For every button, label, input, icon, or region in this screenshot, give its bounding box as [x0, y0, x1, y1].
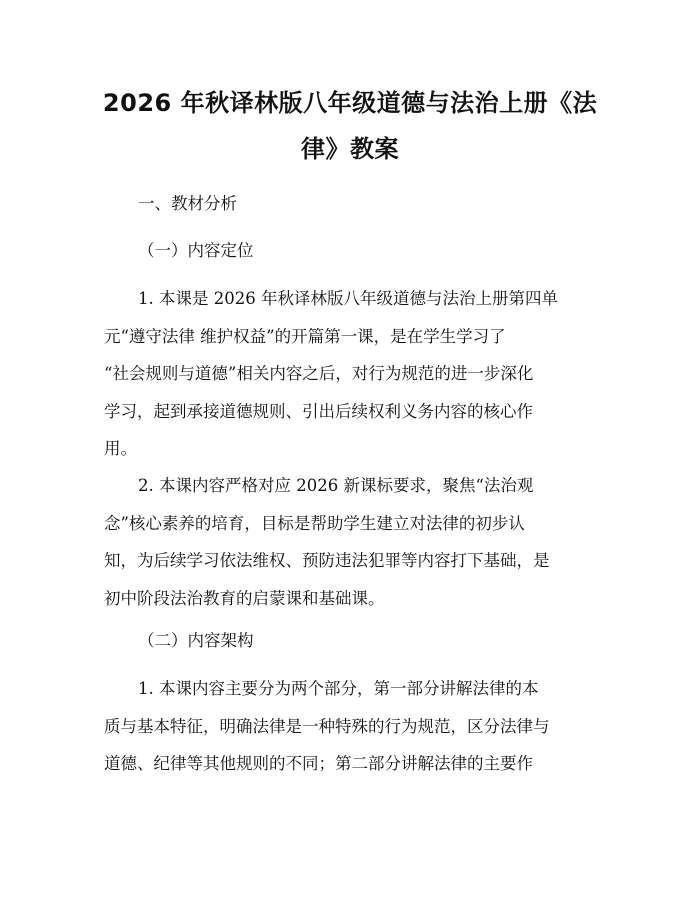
paragraph-2: [104, 467, 604, 617]
title-line-2: 律》教案: [301, 135, 399, 163]
paragraph-3-line: 道德、纪律等其他规则的不同；第二部分讲解法律的主要作: [104, 754, 533, 773]
subheading-content-structure: （二）内容架构: [138, 631, 254, 650]
paragraph-3: [104, 670, 604, 783]
document-title: [100, 80, 600, 172]
paragraph-1-line: “社会规则与道德”相关内容之后，对行为规范的进一步深化: [104, 364, 534, 383]
paragraph-2-line: 初中阶段法治教育的启蒙课和基础课。: [104, 588, 385, 608]
paragraph-1-line: 1. 本课是 2026 年秋译林版八年级道德与法治上册第四单: [138, 289, 558, 308]
title-line-1: 2026 年秋译林版八年级道德与法治上册《法: [102, 89, 598, 117]
section-heading-textbook-analysis: 一、教材分析: [138, 194, 237, 213]
paragraph-1-line: 学习，起到承接道德规则、引出后续权利义务内容的核心作: [104, 401, 533, 421]
paragraph-1: [104, 280, 604, 468]
paragraph-1-line: 用。: [104, 439, 137, 458]
subheading-content-positioning: （一）内容定位: [138, 241, 254, 260]
paragraph-1-line: 元“遵守法律 维护权益”的开篇第一课，是在学生学习了: [104, 326, 506, 346]
paragraph-3-line: 质与基本特征，明确法律是一种特殊的行为规范，区分法律与: [104, 716, 550, 736]
paragraph-2-line: 知，为后续学习依法维权、预防违法犯罪等内容打下基础，是: [104, 551, 550, 570]
paragraph-2-line: 2. 本课内容严格对应 2026 新课标要求，聚焦“法治观: [138, 476, 534, 495]
paragraph-3-line: 1. 本课内容主要分为两个部分，第一部分讲解法律的本: [138, 679, 539, 698]
paragraph-2-line: 念”核心素养的培育，目标是帮助学生建立对法律的初步认: [104, 513, 525, 533]
